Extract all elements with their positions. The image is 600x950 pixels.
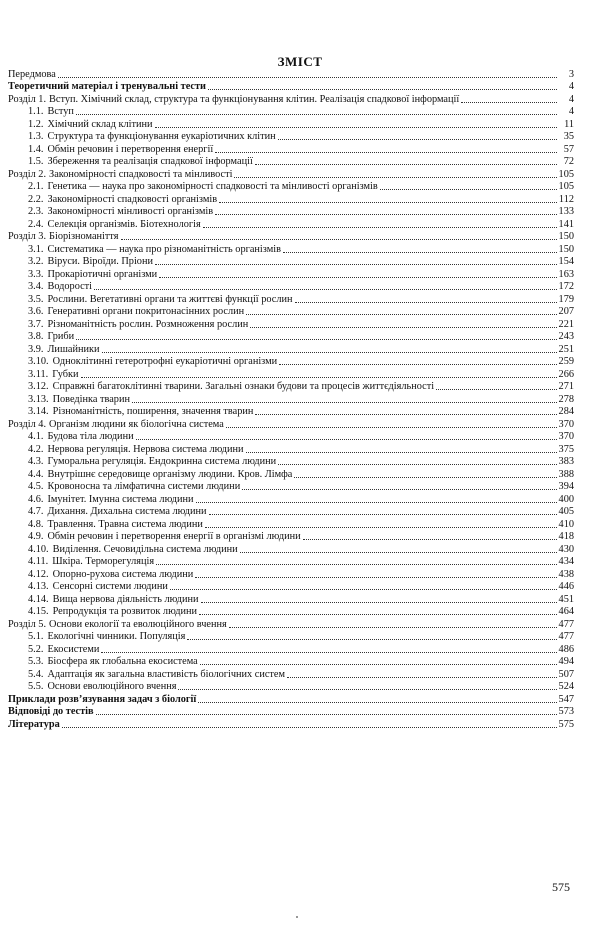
toc-entry-number: 3.6. xyxy=(28,306,44,317)
toc-entry-title: Структура та функціонування еукаріотичних клітин xyxy=(47,131,276,142)
toc-entry-page: 150 xyxy=(558,243,574,255)
dot-leader xyxy=(380,189,557,190)
toc-entry-title: Репродукція та розвиток людини xyxy=(52,606,198,617)
toc-entry[interactable] xyxy=(8,481,574,494)
toc-entry-page: 35 xyxy=(563,131,574,142)
dot-leader xyxy=(246,314,557,315)
toc-entry[interactable] xyxy=(8,206,574,219)
toc-entry[interactable] xyxy=(8,168,574,181)
dot-leader xyxy=(205,527,557,528)
toc-entry-number: Розділ 4. xyxy=(8,418,47,430)
toc-entry-page: 11 xyxy=(564,118,574,130)
toc-entry-title: Адаптація як загальна властивість біологічних систем xyxy=(47,668,285,680)
toc-entry[interactable] xyxy=(8,456,574,469)
toc-entry-title: Губки xyxy=(52,368,79,380)
toc-entry-page: 154 xyxy=(558,256,574,267)
toc-entry-page: 4 xyxy=(568,81,574,92)
toc-entry-number: 4.2. xyxy=(28,443,44,455)
toc-entry-title: Нервова регуляція. Нервова система людини xyxy=(47,443,244,455)
toc-entry-title: Вступ. Хімічний склад, структура та функціонування клітин. Реалізація спадкової інформації xyxy=(49,93,460,105)
toc-entry-title: Селекція організмів. Біотехнологія xyxy=(47,218,201,230)
toc-entry[interactable] xyxy=(8,143,574,156)
toc-entry-title: Справжні багатоклітинні тварини. Загальні ознаки будови та процесів життєдіяльності xyxy=(52,381,435,392)
toc-entry-title: Внутрішнє середовище організму людини. Кров. Лімфа xyxy=(47,468,293,480)
toc-entry-title: Біосфера як глобальна екосистема xyxy=(47,656,198,667)
toc-entry-number: 3.13. xyxy=(28,393,49,405)
dot-leader xyxy=(159,277,557,278)
toc-entry-page: 141 xyxy=(558,218,574,230)
dot-leader xyxy=(155,127,557,128)
toc-entry-title: Обмін речовин і перетворення енергії в організмі людини xyxy=(47,531,301,542)
toc-entry-title: Поведінка тварин xyxy=(52,393,130,405)
toc-entry-title: Хімічний склад клітини xyxy=(47,118,153,130)
toc-entry-title: Основи екології та еволюційного вчення xyxy=(49,618,227,630)
table-of-contents xyxy=(8,68,574,731)
dot-leader xyxy=(215,214,557,215)
toc-entry-page: 394 xyxy=(558,481,574,492)
dot-leader xyxy=(278,139,557,140)
toc-entry[interactable] xyxy=(8,568,574,581)
dot-leader xyxy=(287,677,557,678)
page-title: ЗМІСТ xyxy=(277,54,323,69)
toc-entry[interactable] xyxy=(8,618,574,631)
toc-entry-number: 2.3. xyxy=(28,206,44,217)
toc-entry-page: 278 xyxy=(558,393,574,405)
toc-entry-page: 266 xyxy=(558,368,574,380)
toc-entry-number: 5.1. xyxy=(28,631,44,642)
toc-entry-page: 251 xyxy=(558,343,574,355)
toc-entry-number: 3.5. xyxy=(28,293,44,305)
toc-entry[interactable] xyxy=(8,693,574,706)
toc-entry-title: Прокаріотичні організми xyxy=(47,268,158,280)
toc-entry-title: Водорості xyxy=(47,281,93,292)
dot-leader xyxy=(170,589,557,590)
dot-leader xyxy=(303,539,557,540)
toc-entry-page: 507 xyxy=(558,668,574,680)
toc-entry[interactable] xyxy=(8,231,574,244)
toc-entry-page: 221 xyxy=(558,318,574,330)
toc-entry[interactable] xyxy=(8,368,574,381)
toc-entry[interactable] xyxy=(8,118,574,131)
dot-leader xyxy=(208,89,557,90)
dot-leader xyxy=(294,477,557,478)
toc-entry[interactable] xyxy=(8,543,574,556)
toc-entry[interactable] xyxy=(8,581,574,594)
toc-entry[interactable] xyxy=(8,68,574,81)
toc-entry-number: 3.8. xyxy=(28,331,44,342)
toc-entry-page: 105 xyxy=(558,181,574,192)
dot-leader xyxy=(240,552,557,553)
toc-entry[interactable] xyxy=(8,356,574,369)
toc-entry-number: 4.10. xyxy=(28,543,49,555)
toc-entry-title: Закономірності спадковості організмів xyxy=(47,193,218,205)
toc-entry-title: Систематика — наука про різноманітність організмів xyxy=(47,243,281,255)
toc-entry-title: Теоретичний матеріал і тренувальні тести xyxy=(8,81,206,92)
toc-entry-title: Біорізноманіття xyxy=(49,231,119,242)
toc-entry[interactable] xyxy=(8,81,574,94)
toc-entry-page: 477 xyxy=(558,631,574,642)
toc-entry-number: 4.12. xyxy=(28,568,49,580)
dot-leader xyxy=(295,302,557,303)
dot-leader xyxy=(96,714,557,715)
toc-entry-number: 3.2. xyxy=(28,256,44,267)
dot-leader xyxy=(76,339,557,340)
dot-leader xyxy=(250,327,557,328)
toc-entry-page: 112 xyxy=(558,193,574,205)
toc-entry-number: 3.1. xyxy=(28,243,44,255)
toc-entry-page: 375 xyxy=(558,443,574,455)
toc-entry-page: 430 xyxy=(558,543,574,555)
toc-entry-title: Обмін речовин і перетворення енергії xyxy=(47,143,214,155)
toc-entry-number: 1.2. xyxy=(28,118,44,130)
toc-entry[interactable] xyxy=(8,106,574,119)
toc-entry[interactable] xyxy=(8,281,574,294)
toc-entry-page: 4 xyxy=(568,106,574,117)
toc-entry-title: Імунітет. Імунна система людини xyxy=(47,493,194,505)
toc-entry[interactable] xyxy=(8,718,574,731)
dot-leader xyxy=(229,627,557,628)
toc-entry-number: 4.13. xyxy=(28,581,49,592)
dot-leader xyxy=(132,402,557,403)
toc-entry-number: 3.7. xyxy=(28,318,44,330)
toc-entry-page: 464 xyxy=(558,606,574,617)
toc-entry-title: Генетика — наука про закономірності спадковості та мінливості організмів xyxy=(47,181,378,192)
footer-dot xyxy=(296,916,298,918)
dot-leader xyxy=(242,489,557,490)
toc-entry-title: Віруси. Віроїди. Пріони xyxy=(47,256,153,267)
toc-entry[interactable] xyxy=(8,218,574,231)
toc-entry-number: 1.4. xyxy=(28,143,44,155)
toc-entry-title: Лишайники xyxy=(47,343,100,355)
toc-entry[interactable] xyxy=(8,393,574,406)
dot-leader xyxy=(94,289,557,290)
toc-entry[interactable] xyxy=(8,431,574,444)
toc-entry[interactable] xyxy=(8,256,574,269)
dot-leader xyxy=(156,564,557,565)
dot-leader xyxy=(58,77,557,78)
toc-entry-number: 4.4. xyxy=(28,468,44,480)
toc-entry[interactable] xyxy=(8,181,574,194)
page-number: 575 xyxy=(552,880,570,894)
toc-entry-number: 3.4. xyxy=(28,281,44,292)
toc-entry-page: 72 xyxy=(563,156,574,167)
toc-entry-title: Дихання. Дихальна система людини xyxy=(47,506,207,517)
toc-entry-title: Вища нервова діяльність людини xyxy=(52,593,199,605)
toc-entry-title: Кровоносна та лімфатична системи людини xyxy=(47,481,241,492)
dot-leader xyxy=(155,264,557,265)
dot-leader xyxy=(255,164,557,165)
toc-entry[interactable] xyxy=(8,656,574,669)
toc-entry-page: 3 xyxy=(568,68,574,80)
toc-entry[interactable] xyxy=(8,268,574,281)
toc-entry-title: Травлення. Травна система людини xyxy=(47,518,203,530)
dot-leader xyxy=(121,239,558,240)
toc-entry-title: Закономірності мінливості організмів xyxy=(47,206,214,217)
toc-entry[interactable] xyxy=(8,643,574,656)
toc-entry-number: 3.11. xyxy=(28,368,49,380)
toc-entry[interactable] xyxy=(8,681,574,694)
dot-leader xyxy=(136,439,557,440)
toc-entry-page: 575 xyxy=(558,718,574,730)
toc-entry-page: 410 xyxy=(558,518,574,530)
toc-entry[interactable] xyxy=(8,293,574,306)
toc-entry-number: 3.12. xyxy=(28,381,49,392)
toc-entry-title: Основи еволюційного вчення xyxy=(47,681,177,692)
toc-entry-page: 434 xyxy=(558,556,574,567)
toc-entry-number: 5.3. xyxy=(28,656,44,667)
toc-entry-title: Опорно-рухова система людини xyxy=(52,568,194,580)
toc-entry[interactable] xyxy=(8,593,574,606)
toc-entry-title: Література xyxy=(8,718,60,730)
toc-entry-number: 2.1. xyxy=(28,181,44,192)
toc-entry[interactable] xyxy=(8,318,574,331)
toc-entry-number: 3.9. xyxy=(28,343,44,355)
toc-entry[interactable] xyxy=(8,306,574,319)
toc-entry-page: 133 xyxy=(558,206,574,217)
toc-entry-title: Виділення. Сечовидільна система людини xyxy=(52,543,238,555)
toc-entry-page: 207 xyxy=(558,306,574,317)
toc-entry-number: 1.3. xyxy=(28,131,44,142)
toc-entry-number: 3.3. xyxy=(28,268,44,280)
toc-entry[interactable] xyxy=(8,343,574,356)
dot-leader xyxy=(279,364,557,365)
toc-entry-title: Передмова xyxy=(8,68,56,80)
toc-entry-number: 1.5. xyxy=(28,156,44,167)
toc-entry-title: Екосистеми xyxy=(47,643,100,655)
toc-entry-page: 179 xyxy=(558,293,574,305)
dot-leader xyxy=(81,377,557,378)
toc-entry-number: 2.2. xyxy=(28,193,44,205)
toc-entry-title: Збереження та реалізація спадкової інформації xyxy=(47,156,253,167)
toc-entry-page: 243 xyxy=(558,331,574,342)
dot-leader xyxy=(246,452,557,453)
toc-entry-number: 3.14. xyxy=(28,406,49,417)
toc-entry[interactable] xyxy=(8,518,574,531)
toc-entry-title: Шкіра. Терморегуляція xyxy=(52,556,155,567)
dot-leader xyxy=(283,252,557,253)
toc-entry-title: Закономірності спадковості та мінливості xyxy=(49,168,233,180)
toc-entry-number: 4.14. xyxy=(28,593,49,605)
toc-entry-page: 284 xyxy=(558,406,574,417)
toc-entry-number: 5.2. xyxy=(28,643,44,655)
toc-entry-title: Приклади розв’язування задач з біології xyxy=(8,693,197,705)
toc-entry-title: Сенсорні системи людини xyxy=(52,581,168,592)
toc-entry-title: Вступ xyxy=(47,106,74,117)
toc-entry-page: 150 xyxy=(558,231,574,242)
toc-entry-title: Організм людини як біологічна система xyxy=(49,418,224,430)
toc-entry-page: 573 xyxy=(558,706,574,717)
dot-leader xyxy=(219,202,557,203)
toc-entry-number: 4.5. xyxy=(28,481,44,492)
toc-entry-page: 477 xyxy=(558,618,574,630)
toc-entry-number: Розділ 1. xyxy=(8,93,47,105)
toc-entry-page: 524 xyxy=(558,681,574,692)
toc-entry-number: 1.1. xyxy=(28,106,44,117)
toc-entry[interactable] xyxy=(8,606,574,619)
toc-entry-page: 105 xyxy=(558,168,574,180)
toc-entry[interactable] xyxy=(8,506,574,519)
toc-entry-page: 271 xyxy=(558,381,574,392)
toc-entry-title: Генеративні органи покритонасінних рослин xyxy=(47,306,245,317)
toc-entry-title: Різноманітність рослин. Розмноження рослин xyxy=(47,318,249,330)
toc-entry-number: 4.11. xyxy=(28,556,49,567)
dot-leader xyxy=(195,577,557,578)
toc-entry[interactable] xyxy=(8,131,574,144)
toc-entry-page: 57 xyxy=(563,143,574,155)
dot-leader xyxy=(203,227,557,228)
toc-entry-title: Гуморальна регуляція. Ендокринна система людини xyxy=(47,456,277,467)
toc-entry-number: 4.7. xyxy=(28,506,44,517)
dot-leader xyxy=(278,464,557,465)
dot-leader xyxy=(178,689,557,690)
dot-leader xyxy=(101,652,557,653)
toc-entry[interactable] xyxy=(8,443,574,456)
toc-entry[interactable] xyxy=(8,193,574,206)
toc-entry-number: 3.10. xyxy=(28,356,49,367)
dot-leader xyxy=(76,114,557,115)
toc-entry-page: 259 xyxy=(558,356,574,367)
toc-entry-page: 400 xyxy=(558,493,574,505)
dot-leader xyxy=(201,602,557,603)
toc-entry-page: 547 xyxy=(558,693,574,705)
toc-entry-title: Рослини. Вегетативні органи та життєві функції рослин xyxy=(47,293,293,305)
toc-entry-number: 4.8. xyxy=(28,518,44,530)
dot-leader xyxy=(198,702,557,703)
dot-leader xyxy=(226,427,557,428)
toc-entry-page: 446 xyxy=(558,581,574,592)
dot-leader xyxy=(234,177,557,178)
toc-entry-title: Відповіді до тестів xyxy=(8,706,94,717)
dot-leader xyxy=(436,389,557,390)
toc-entry-title: Будова тіла людини xyxy=(47,431,134,442)
toc-entry-page: 418 xyxy=(558,531,574,542)
dot-leader xyxy=(187,639,557,640)
toc-entry-number: 4.9. xyxy=(28,531,44,542)
toc-entry-page: 486 xyxy=(558,643,574,655)
dot-leader xyxy=(215,152,557,153)
toc-entry-page: 163 xyxy=(558,268,574,280)
dot-leader xyxy=(461,102,557,103)
toc-entry-page: 172 xyxy=(558,281,574,292)
dot-leader xyxy=(209,514,557,515)
toc-entry-number: Розділ 5. xyxy=(8,618,47,630)
toc-entry[interactable] xyxy=(8,531,574,544)
toc-entry[interactable] xyxy=(8,706,574,719)
toc-entry-page: 4 xyxy=(568,93,574,105)
toc-entry-title: Екологічні чинники. Популяція xyxy=(47,631,186,642)
toc-entry-number: 4.6. xyxy=(28,493,44,505)
toc-entry[interactable] xyxy=(8,418,574,431)
toc-entry-page: 451 xyxy=(558,593,574,605)
toc-entry[interactable] xyxy=(8,331,574,344)
toc-entry[interactable] xyxy=(8,556,574,569)
toc-entry-number: 4.1. xyxy=(28,431,44,442)
toc-entry-number: 5.5. xyxy=(28,681,44,692)
toc-entry[interactable] xyxy=(8,493,574,506)
toc-entry[interactable] xyxy=(8,243,574,256)
toc-entry-page: 370 xyxy=(558,418,574,430)
toc-entry-title: Одноклітинні гетеротрофні еукаріотичні організми xyxy=(52,356,278,367)
toc-entry[interactable] xyxy=(8,156,574,169)
dot-leader xyxy=(102,352,558,353)
toc-entry-page: 370 xyxy=(558,431,574,442)
dot-leader xyxy=(62,727,557,728)
toc-entry-number: 5.4. xyxy=(28,668,44,680)
toc-entry-number: 4.3. xyxy=(28,456,44,467)
toc-entry-number: Розділ 3. xyxy=(8,231,47,242)
dot-leader xyxy=(196,502,557,503)
toc-entry-page: 383 xyxy=(558,456,574,467)
toc-entry[interactable] xyxy=(8,381,574,394)
dot-leader xyxy=(255,414,557,415)
dot-leader xyxy=(200,664,557,665)
toc-entry-title: Гриби xyxy=(47,331,75,342)
dot-leader xyxy=(199,614,557,615)
toc-entry[interactable] xyxy=(8,668,574,681)
toc-entry-page: 405 xyxy=(558,506,574,517)
toc-entry[interactable] xyxy=(8,93,574,106)
toc-entry-number: 4.15. xyxy=(28,606,49,617)
toc-entry[interactable] xyxy=(8,631,574,644)
toc-entry-page: 438 xyxy=(558,568,574,580)
toc-entry-title: Різноманітність, поширення, значення тварин xyxy=(52,406,254,417)
toc-entry[interactable] xyxy=(8,468,574,481)
toc-entry-number: 2.4. xyxy=(28,218,44,230)
toc-entry-page: 388 xyxy=(558,468,574,480)
toc-entry-page: 494 xyxy=(558,656,574,667)
toc-entry[interactable] xyxy=(8,406,574,419)
toc-entry-number: Розділ 2. xyxy=(8,168,47,180)
